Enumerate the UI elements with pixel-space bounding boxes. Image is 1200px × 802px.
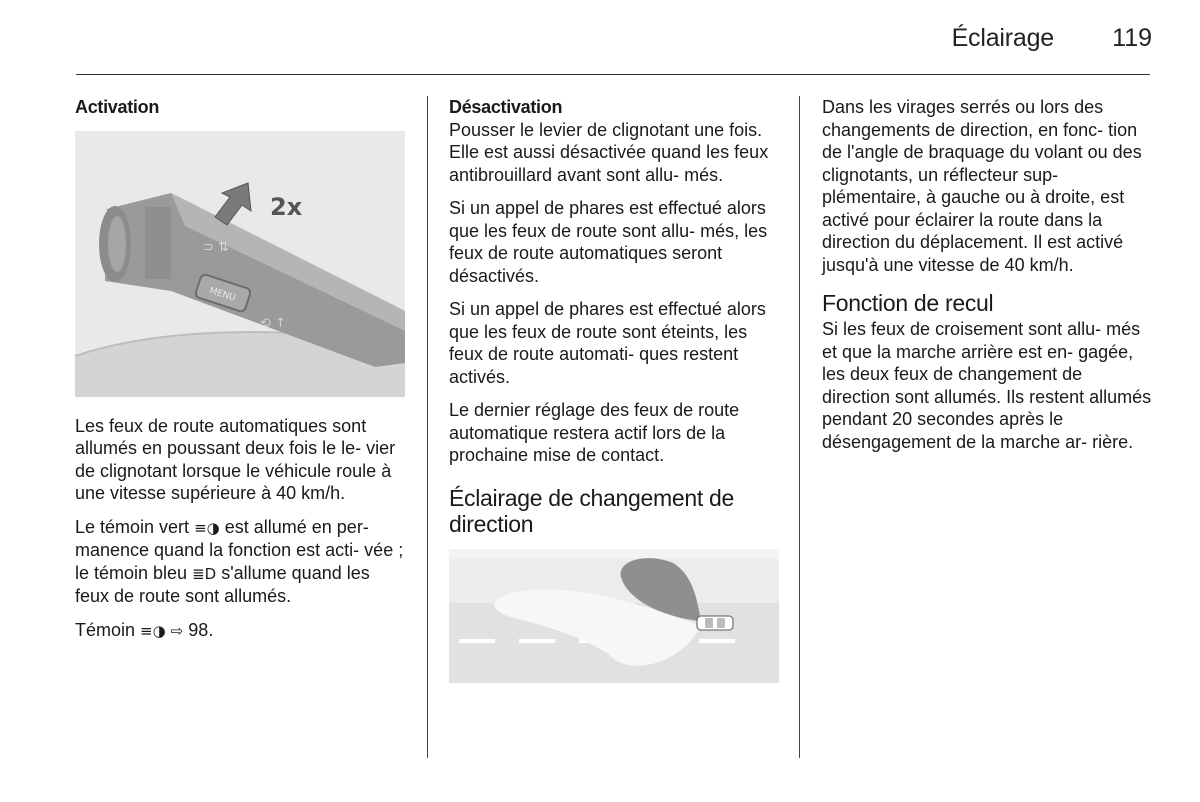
cornering-light-paragraph: Dans les virages serrés ou lors des changements de direction, en fonc- tion de l'angle de braquage du volant ou des clignotants, un réflecteur sup- plémentaire, à gauche ou à droite, est activé pour éclairer la route dans la direction du déplacement. Il est activé jusqu'à une vitesse de 40 km/h.: [822, 97, 1142, 275]
page-reference-arrow-icon: ⇨: [170, 621, 184, 640]
running-header-section: Éclairage: [951, 24, 1054, 52]
cornering-light-section-title: Éclairage de changement de direction: [449, 484, 735, 537]
deactivation-paragraph-2: Si un appel de phares est effectué alors que les feux de route sont allu- més, les feux de route automatiques seront désactivés.: [449, 198, 768, 286]
cornering-light-illustration: [449, 549, 779, 683]
deactivation-heading: Désactivation: [449, 97, 563, 117]
reverse-function-paragraph: Si les feux de croisement sont allu- més et que la marche arrière est en- gagée, les deux feux de changement de direction sont allumés. Ils restent allumés pendant 20 secondes après le désengagement de la marche ar- rière.: [822, 319, 1152, 452]
turn-signal-lever-illustration: [75, 131, 405, 397]
reverse-function-section-title: Fonction de recul: [822, 290, 994, 316]
column-1: [75, 96, 405, 653]
header-rule: [76, 74, 1150, 75]
auto-high-beam-icon: ≡◑: [194, 518, 220, 537]
column-3: [822, 96, 1152, 464]
page-number: 119: [1112, 24, 1152, 52]
column-divider-2: [799, 96, 800, 758]
push-twice-label: 2x: [270, 192, 303, 221]
auto-high-beam-icon: ≡◑: [140, 621, 166, 640]
deactivation-paragraph-3: Si un appel de phares est effectué alors que les feux de route sont éteints, les feux de route automati- ques restent activés.: [449, 299, 766, 387]
activation-paragraph: Les feux de route automatiques sont allumés en poussant deux fois le le- vier de clignotant lorsque le véhicule roule à une vitesse supérieure à 40 km/h.: [75, 415, 396, 503]
svg-text:⊃ ⇅: ⊃ ⇅: [203, 239, 229, 255]
indicator-paragraph: Le témoin vert ≡◑ est allumé en per- manence quand la fonction est acti- vée ; le témoin bleu ≣D s'allume quand les feux de route sont allumés.: [75, 516, 404, 606]
deactivation-paragraph-1: Pousser le levier de clignotant une fois. Elle est aussi désactivée quand les feux antibrouillard avant sont allu- més.: [449, 119, 769, 185]
high-beam-icon: ≣D: [192, 564, 217, 583]
indicator-reference: Témoin ≡◑ ⇨ 98.: [75, 619, 214, 640]
column-2: [449, 96, 779, 683]
deactivation-paragraph-4: Le dernier réglage des feux de route automatique restera actif lors de la prochaine mise de contact.: [449, 400, 740, 465]
activation-heading: Activation: [75, 97, 160, 117]
menu-button-label: MENU: [208, 285, 237, 304]
svg-text:⟲ ↑: ⟲ ↑: [260, 315, 286, 331]
column-divider-1: [427, 96, 428, 758]
